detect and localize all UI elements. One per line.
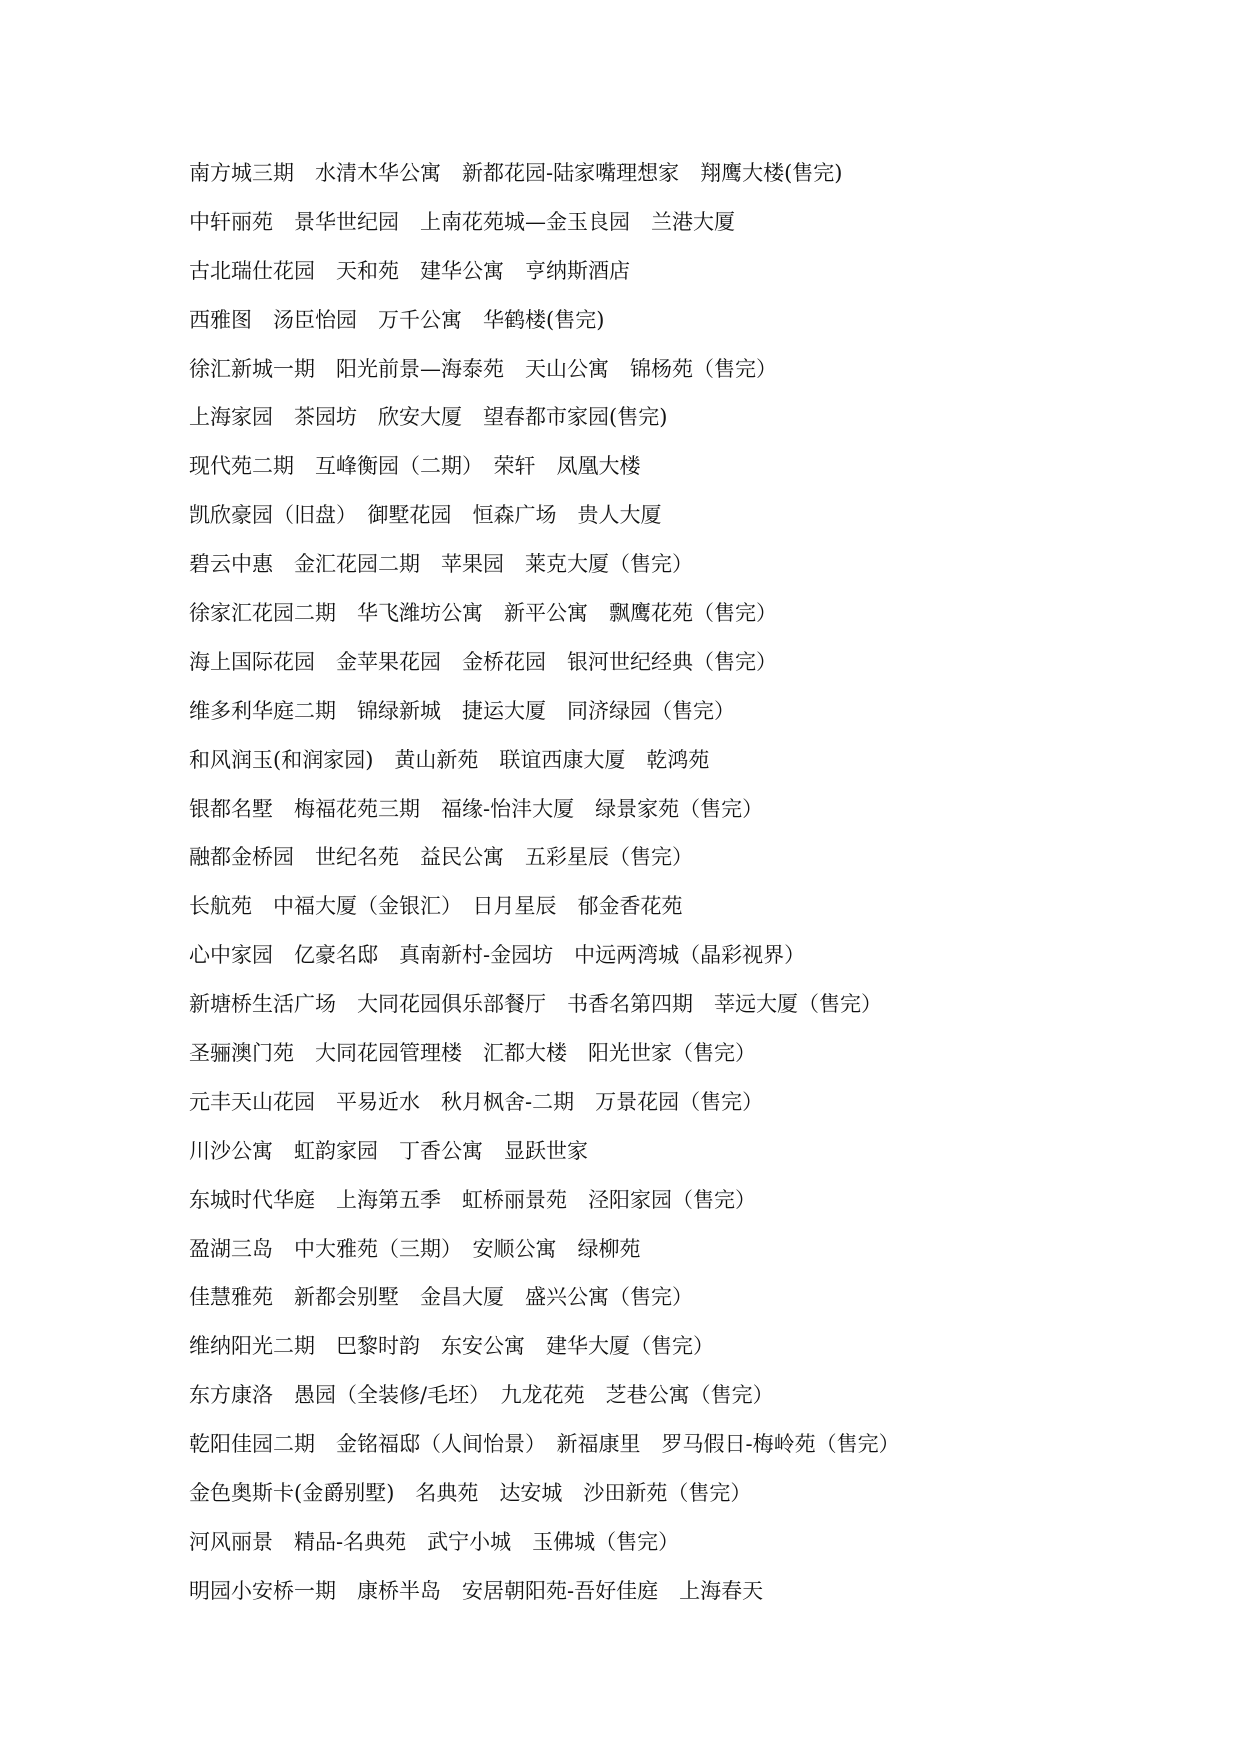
text-line: 东城时代华庭 上海第五季 虹桥丽景苑 泾阳家园（售完） [189,1187,756,1212]
text-line: 金色奥斯卡(金爵别墅) 名典苑 达安城 沙田新苑（售完） [189,1481,752,1506]
text-line: 古北瑞仕花园 天和苑 建华公寓 亨纳斯酒店 [189,258,630,283]
text-line: 西雅图 汤臣怡园 万千公寓 华鹤楼(售完) [189,307,605,332]
text-line: 徐汇新城一期 阳光前景—海泰苑 天山公寓 锦杨苑（售完） [189,356,777,381]
text-line: 新塘桥生活广场 大同花园俱乐部餐厅 书香名第四期 莘远大厦（售完） [189,992,882,1017]
text-line: 圣骊澳门苑 大同花园管理楼 汇都大楼 阳光世家（售完） [189,1041,756,1066]
text-line: 和风润玉(和润家园) 黄山新苑 联谊西康大厦 乾鸿苑 [189,747,710,772]
text-line: 上海家园 茶园坊 欣安大厦 望春都市家园(售完) [189,405,668,430]
text-line: 乾阳佳园二期 金铭福邸（人间怡景） 新福康里 罗马假日-梅岭苑（售完） [189,1432,900,1457]
text-line: 明园小安桥一期 康桥半岛 安居朝阳苑-吾好佳庭 上海春天 [189,1578,764,1603]
text-line: 盈湖三岛 中大雅苑（三期） 安顺公寓 绿柳苑 [189,1236,641,1261]
text-line: 凯欣豪园（旧盘） 御墅花园 恒森广场 贵人大厦 [189,503,662,528]
text-line: 南方城三期 水清木华公寓 新都花园-陆家嘴理想家 翔鹰大楼(售完) [189,161,843,185]
text-line: 东方康洛 愚园（全装修/毛坯） 九龙花苑 芝巷公寓（售完） [189,1383,774,1408]
text-line: 河风丽景 精品-名典苑 武宁小城 玉佛城（售完） [189,1529,680,1554]
text-line: 元丰天山花园 平易近水 秋月枫舍-二期 万景花园（售完） [189,1089,764,1114]
text-line: 徐家汇花园二期 华飞潍坊公寓 新平公寓 飘鹰花苑（售完） [189,601,777,626]
text-line: 维纳阳光二期 巴黎时韵 东安公寓 建华大厦（售完） [189,1334,714,1359]
text-line: 心中家园 亿豪名邸 真南新村-金园坊 中远两湾城（晶彩视界） [189,943,806,968]
text-line: 佳慧雅苑 新都会别墅 金昌大厦 盛兴公寓（售完） [189,1285,693,1310]
text-line: 中轩丽苑 景华世纪园 上南花苑城—金玉良园 兰港大厦 [189,209,735,234]
text-line: 碧云中惠 金汇花园二期 苹果园 莱克大厦（售完） [189,552,693,577]
text-line: 川沙公寓 虹韵家园 丁香公寓 显跃世家 [189,1138,588,1163]
text-line: 维多利华庭二期 锦绿新城 捷运大厦 同济绿园（售完） [189,698,735,723]
text-line: 长航苑 中福大厦（金银汇） 日月星辰 郁金香花苑 [189,894,683,919]
text-line: 融都金桥园 世纪名苑 益民公寓 五彩星辰（售完） [189,845,693,870]
text-block [189,158,1189,1625]
text-line: 现代苑二期 互峰衡园（二期） 荣轩 凤凰大楼 [189,454,641,479]
text-line: 银都名墅 梅福花苑三期 福缘-怡沣大厦 绿景家苑（售完） [189,796,764,821]
text-line: 海上国际花园 金苹果花园 金桥花园 银河世纪经典（售完） [189,649,777,674]
